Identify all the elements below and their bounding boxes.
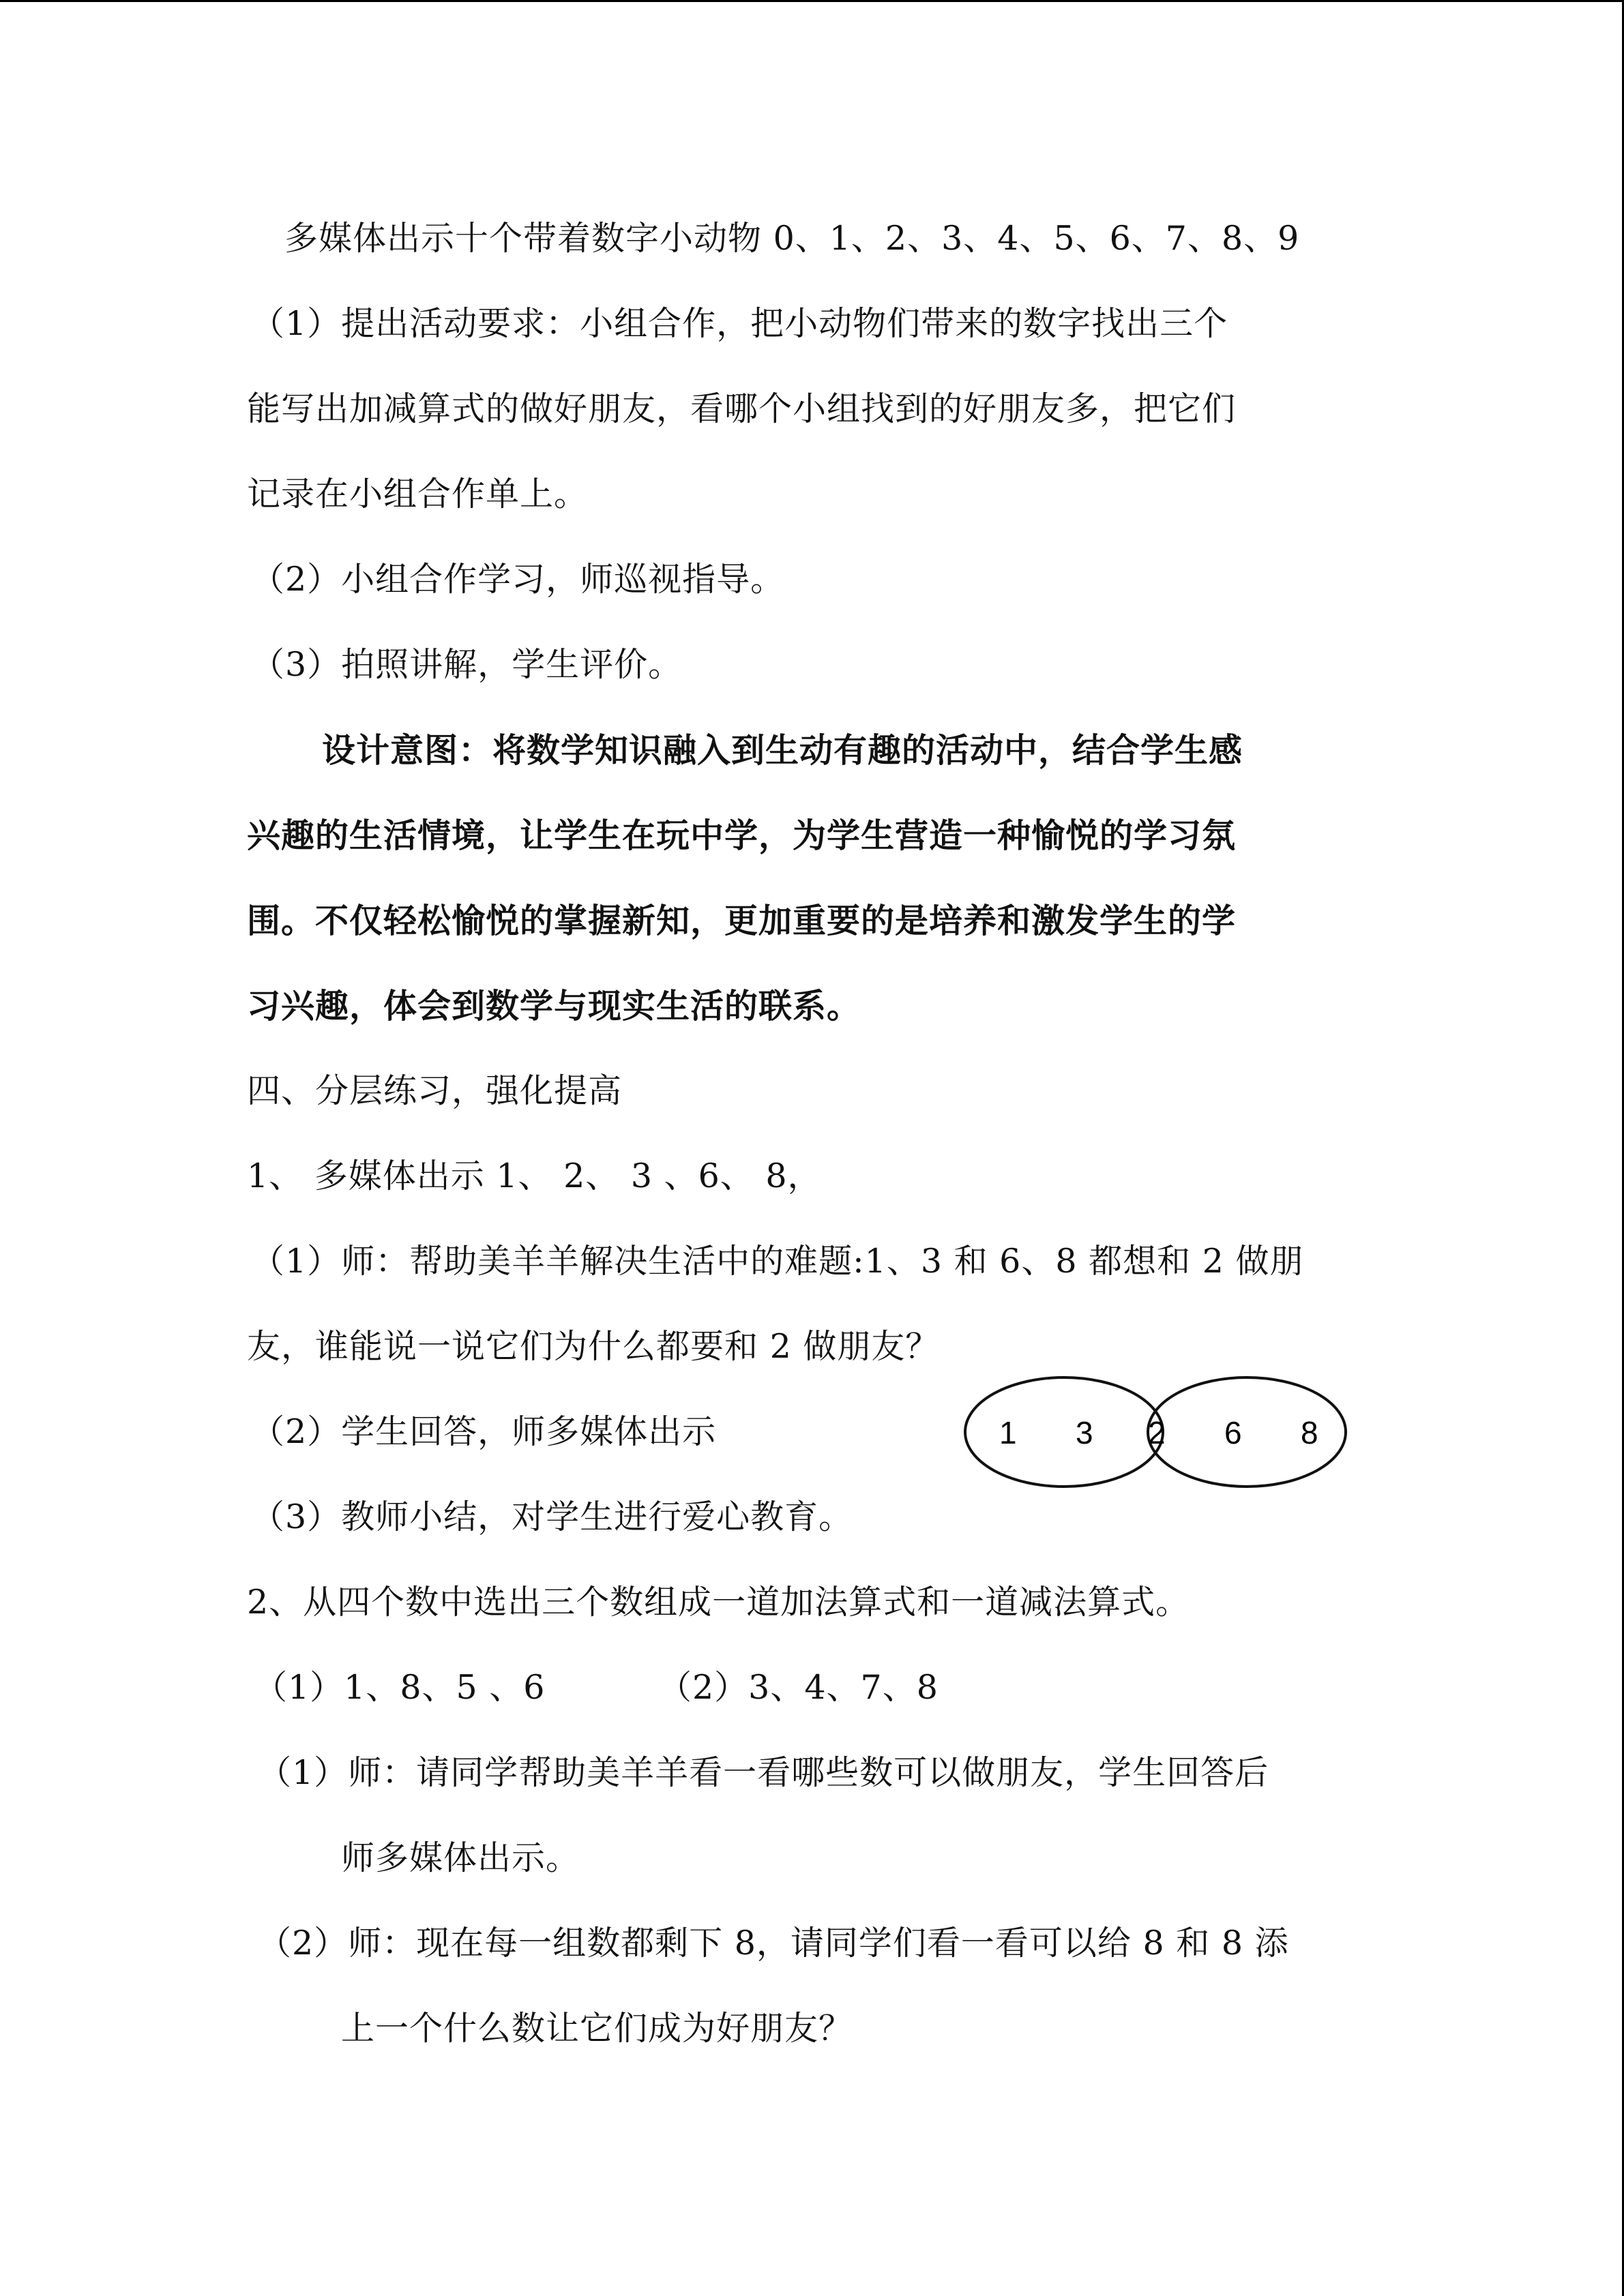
text-line: （1）提出活动要求：小组合作，把小动物们带来的数字找出三个 (251, 304, 1228, 343)
text-line: （1）师：帮助美羊羊解决生活中的难题:1、3 和 6、8 都想和 2 做朋 (251, 1242, 1304, 1281)
venn-intersection-number: 2 (1148, 1415, 1166, 1450)
section-heading: 四、分层练习，强化提高 (247, 1071, 623, 1110)
text-line: 师多媒体出示。 (341, 1838, 580, 1877)
text-line: 1、 多媒体出示 1、 2、 3 、6、 8， (247, 1157, 822, 1195)
page-border-top (0, 0, 1624, 2)
text-line: （1）师：请同学帮助美羊羊看一看哪些数可以做朋友，学生回答后 (258, 1753, 1269, 1792)
design-intent-line: 围。不仅轻松愉悦的掌握新知，更加重要的是培养和激发学生的学 (247, 901, 1237, 940)
design-intent-line: 兴趣的生活情境，让学生在玩中学，为学生营造一种愉悦的学习氛 (247, 816, 1237, 855)
text-line: 2、从四个数中选出三个数组成一道加法算式和一道减法算式。 (247, 1583, 1190, 1622)
text-line: 多媒体出示十个带着数字小动物 0、1、2、3、4、5、6、7、8、9 (284, 219, 1300, 258)
text-line: 能写出加减算式的做好朋友，看哪个小组找到的好朋友多，把它们 (247, 389, 1237, 428)
text-line: 上一个什么数让它们成为好朋友？ (341, 2009, 853, 2048)
design-intent-line: 设计意图：将数学知识融入到生动有趣的活动中，结合学生感 (322, 730, 1243, 770)
venn-right-number: 6 (1224, 1415, 1242, 1450)
text-line: （1）1、8、5 、6 (254, 1668, 546, 1707)
text-line: （2）3、4、7、8 (658, 1668, 939, 1707)
venn-left-number: 3 (1076, 1415, 1093, 1450)
venn-left-ellipse (965, 1377, 1163, 1487)
text-line: 友，谁能说一说它们为什么都要和 2 做朋友？ (247, 1327, 940, 1366)
venn-left-number: 1 (999, 1415, 1017, 1450)
text-line: （2）学生回答，师多媒体出示 (251, 1412, 717, 1451)
text-line: （2）师：现在每一组数都剩下 8，请同学们看一看可以给 8 和 8 添 (258, 1924, 1289, 1963)
text-line: （2）小组合作学习，师巡视指导。 (251, 560, 785, 599)
design-intent-line: 习兴趣，体会到数学与现实生活的联系。 (247, 986, 861, 1026)
text-line: （3）拍照讲解，学生评价。 (251, 645, 683, 684)
venn-right-number: 8 (1301, 1415, 1318, 1450)
text-line: 记录在小组合作单上。 (247, 475, 589, 513)
venn-diagram (962, 1371, 1350, 1493)
text-line: （3）教师小结，对学生进行爱心教育。 (251, 1497, 853, 1536)
